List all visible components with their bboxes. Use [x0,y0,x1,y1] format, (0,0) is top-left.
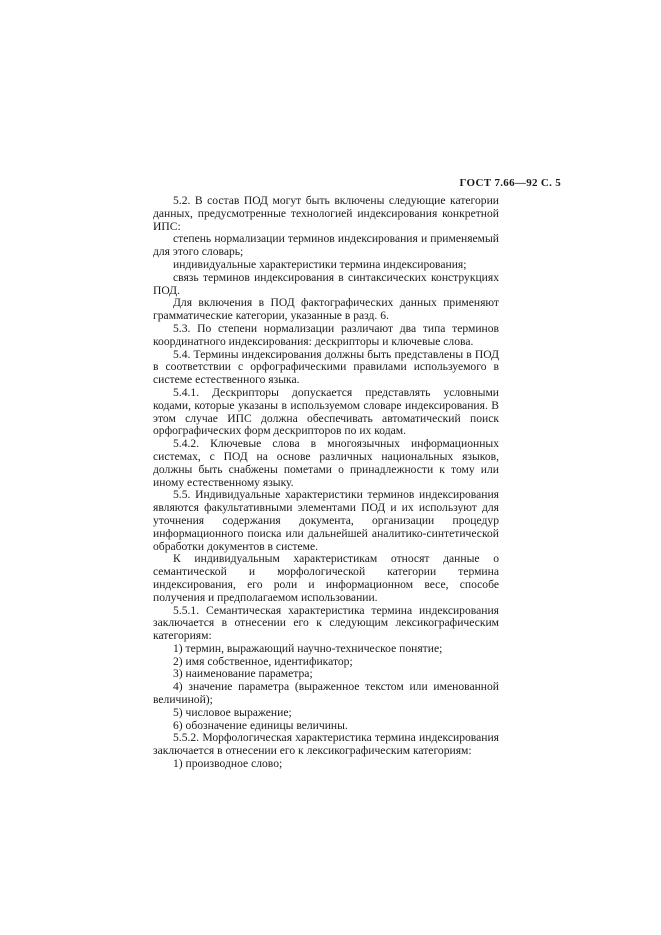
list-item: индивидуальные характеристики термина индексирования; [173,257,467,271]
paragraph-5-4-2: 5.4.2. Ключевые слова в многоязычных информационных системах, с ПОД на основе различных национальных языков, должны быть снабжены пометами о принадлежности к тому или иному естественному языку. [153,437,499,489]
body-text [153,195,499,771]
paragraph: К индивидуальным характеристикам относят данные о семантической и морфологической категории термина индексирования, его роли и информационном весе, способе получения и предполагаемом использовании. [153,552,499,604]
running-head: ГОСТ 7.66—92 С. 5 [459,177,561,189]
list-item: связь терминов индексирования в синтаксических конструкциях ПОД. [153,270,499,297]
list-item: 3) наименование параметра; [173,667,313,681]
list-item: 1) производное слово; [173,757,283,771]
paragraph-5-3: 5.3. По степени нормализации различают два типа терминов координатного индексирования: дескрипторы и ключевые слова. [153,321,499,348]
list-item: 6) обозначение единицы величины. [173,718,348,732]
paragraph-5-4: 5.4. Термины индексирования должны быть представлены в ПОД в соответствии с орфографическими правилами используемого в системе естественного языка. [153,347,499,387]
paragraph-5-5-2: 5.5.2. Морфологическая характеристика термина индексирования заключается в отнесении его к лексикографическим категориям: [153,731,499,758]
list-item: 4) значение параметра (выраженное текстом или именованной величиной); [153,680,499,707]
list-item: степень нормализации терминов индексирования и применяемый для этого словарь; [153,232,499,259]
list-item: 5) числовое выражение; [173,705,292,719]
paragraph-5-5-1: 5.5.1. Семантическая характеристика термина индексирования заключается в отнесении его к следующим лексикографическим категориям: [153,603,499,643]
paragraph: Для включения в ПОД фактографических данных применяют грамматические категории, указанные в разд. 6. [153,296,499,323]
list-item: 2) имя собственное, идентификатор; [173,654,353,668]
paragraph-5-2: 5.2. В состав ПОД могут быть включены следующие категории данных, предусмотренные технологией индексирования конкретной ИПС: [153,194,499,233]
list-item: 1) термин, выражающий научно-техническое понятие; [173,641,443,655]
paragraph-5-4-1: 5.4.1. Дескрипторы допускается представлять условными кодами, которые указаны в используемом словаре индексирования. В этом случае ИПС должна обеспечивать автоматический поиск орфографических форм дескрипторов по их кодам. [153,385,499,438]
paragraph-5-5: 5.5. Индивидуальные характеристики терминов индексирования являются факультативными элементами ПОД и их используют для уточнения содержания документа, организации процедур информационного поиска или дальнейшей аналитико-синтетической обработки документов в системе. [153,488,499,553]
